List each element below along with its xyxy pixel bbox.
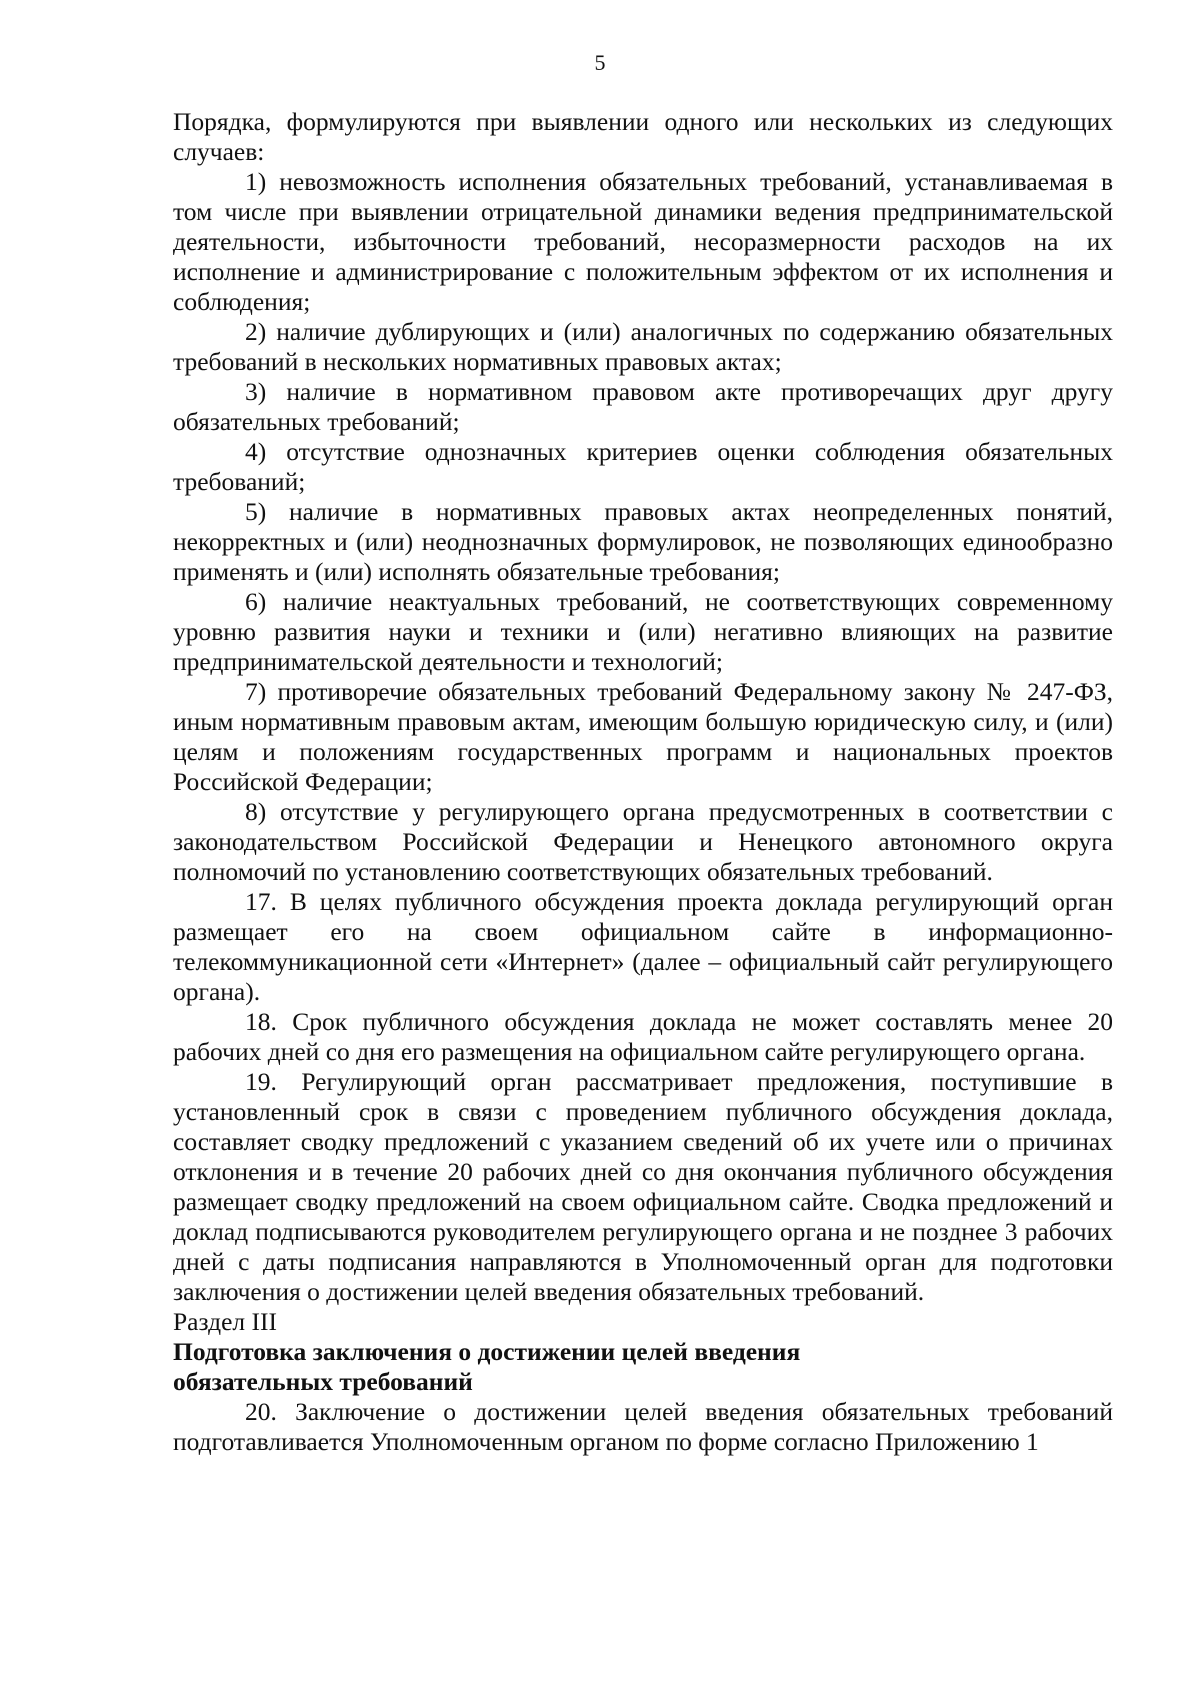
- paragraph: 5) наличие в нормативных правовых актах неопределенных понятий, некорректных и (или) неоднозначных формулировок, не позволяющих единообразно применять и (или) исполнять обязательные требования;: [173, 497, 1113, 586]
- paragraph: 17. В целях публичного обсуждения проекта доклада регулирующий орган размещает его на своем официальном сайте в информационно-телекоммуникационной сети «Интернет» (далее – официальный сайт регулирующего органа).: [173, 887, 1113, 1006]
- paragraph: 4) отсутствие однозначных критериев оценки соблюдения обязательных требований;: [173, 437, 1113, 496]
- page-number: 5: [594, 50, 606, 75]
- paragraph: 8) отсутствие у регулирующего органа предусмотренных в соответствии с законодательством Российской Федерации и Ненецкого автономного округа полномочий по установлению соответствующих обязательных требований.: [173, 797, 1113, 886]
- document-body: [173, 107, 1113, 1457]
- paragraph-group-bottom: [173, 1397, 1113, 1457]
- section-title-line-2: обязательных требований: [173, 1367, 473, 1396]
- paragraph: 20. Заключение о достижении целей введения обязательных требований подготавливается Уполномоченным органом по форме согласно Приложению 1: [173, 1397, 1113, 1456]
- paragraph: 3) наличие в нормативном правовом акте противоречащих друг другу обязательных требований;: [173, 377, 1113, 436]
- paragraph: 2) наличие дублирующих и (или) аналогичных по содержанию обязательных требований в нескольких нормативных правовых актах;: [173, 317, 1113, 376]
- section-title-line-1: Подготовка заключения о достижении целей введения: [173, 1337, 801, 1366]
- paragraph: Порядка, формулируются при выявлении одного или нескольких из следующих случаев:: [173, 107, 1113, 166]
- paragraph: 1) невозможность исполнения обязательных требований, устанавливаемая в том числе при выявлении отрицательной динамики ведения предпринимательской деятельности, избыточности требований, несоразмерности расходов на их исполнение и администрирование с положительным эффектом от их исполнения и соблюдения;: [173, 167, 1113, 316]
- paragraph: 7) противоречие обязательных требований Федеральному закону № 247-ФЗ, иным нормативным правовым актам, имеющим большую юридическую силу, и (или) целям и положениям государственных программ и национальных проектов Российской Федерации;: [173, 677, 1113, 796]
- paragraph: 6) наличие неактуальных требований, не соответствующих современному уровню развития науки и техники и (или) негативно влияющих на развитие предпринимательской деятельности и технологий;: [173, 587, 1113, 676]
- section-label: Раздел III: [173, 1307, 277, 1336]
- paragraph-group-top: [173, 107, 1113, 1307]
- section-title: [173, 1337, 1113, 1397]
- paragraph: 19. Регулирующий орган рассматривает предложения, поступившие в установленный срок в связи с проведением публичного обсуждения доклада, составляет сводку предложений с указанием сведений об их учете или о причинах отклонения и в течение 20 рабочих дней со дня окончания публичного обсуждения размещает сводку предложений на своем официальном сайте. Сводка предложений и доклад подписываются руководителем регулирующего органа и не позднее 3 рабочих дней с даты подписания направляются в Уполномоченный орган для подготовки заключения о достижении целей введения обязательных требований.: [173, 1067, 1113, 1306]
- paragraph: 18. Срок публичного обсуждения доклада не может составлять менее 20 рабочих дней со дня его размещения на официальном сайте регулирующего органа.: [173, 1007, 1113, 1066]
